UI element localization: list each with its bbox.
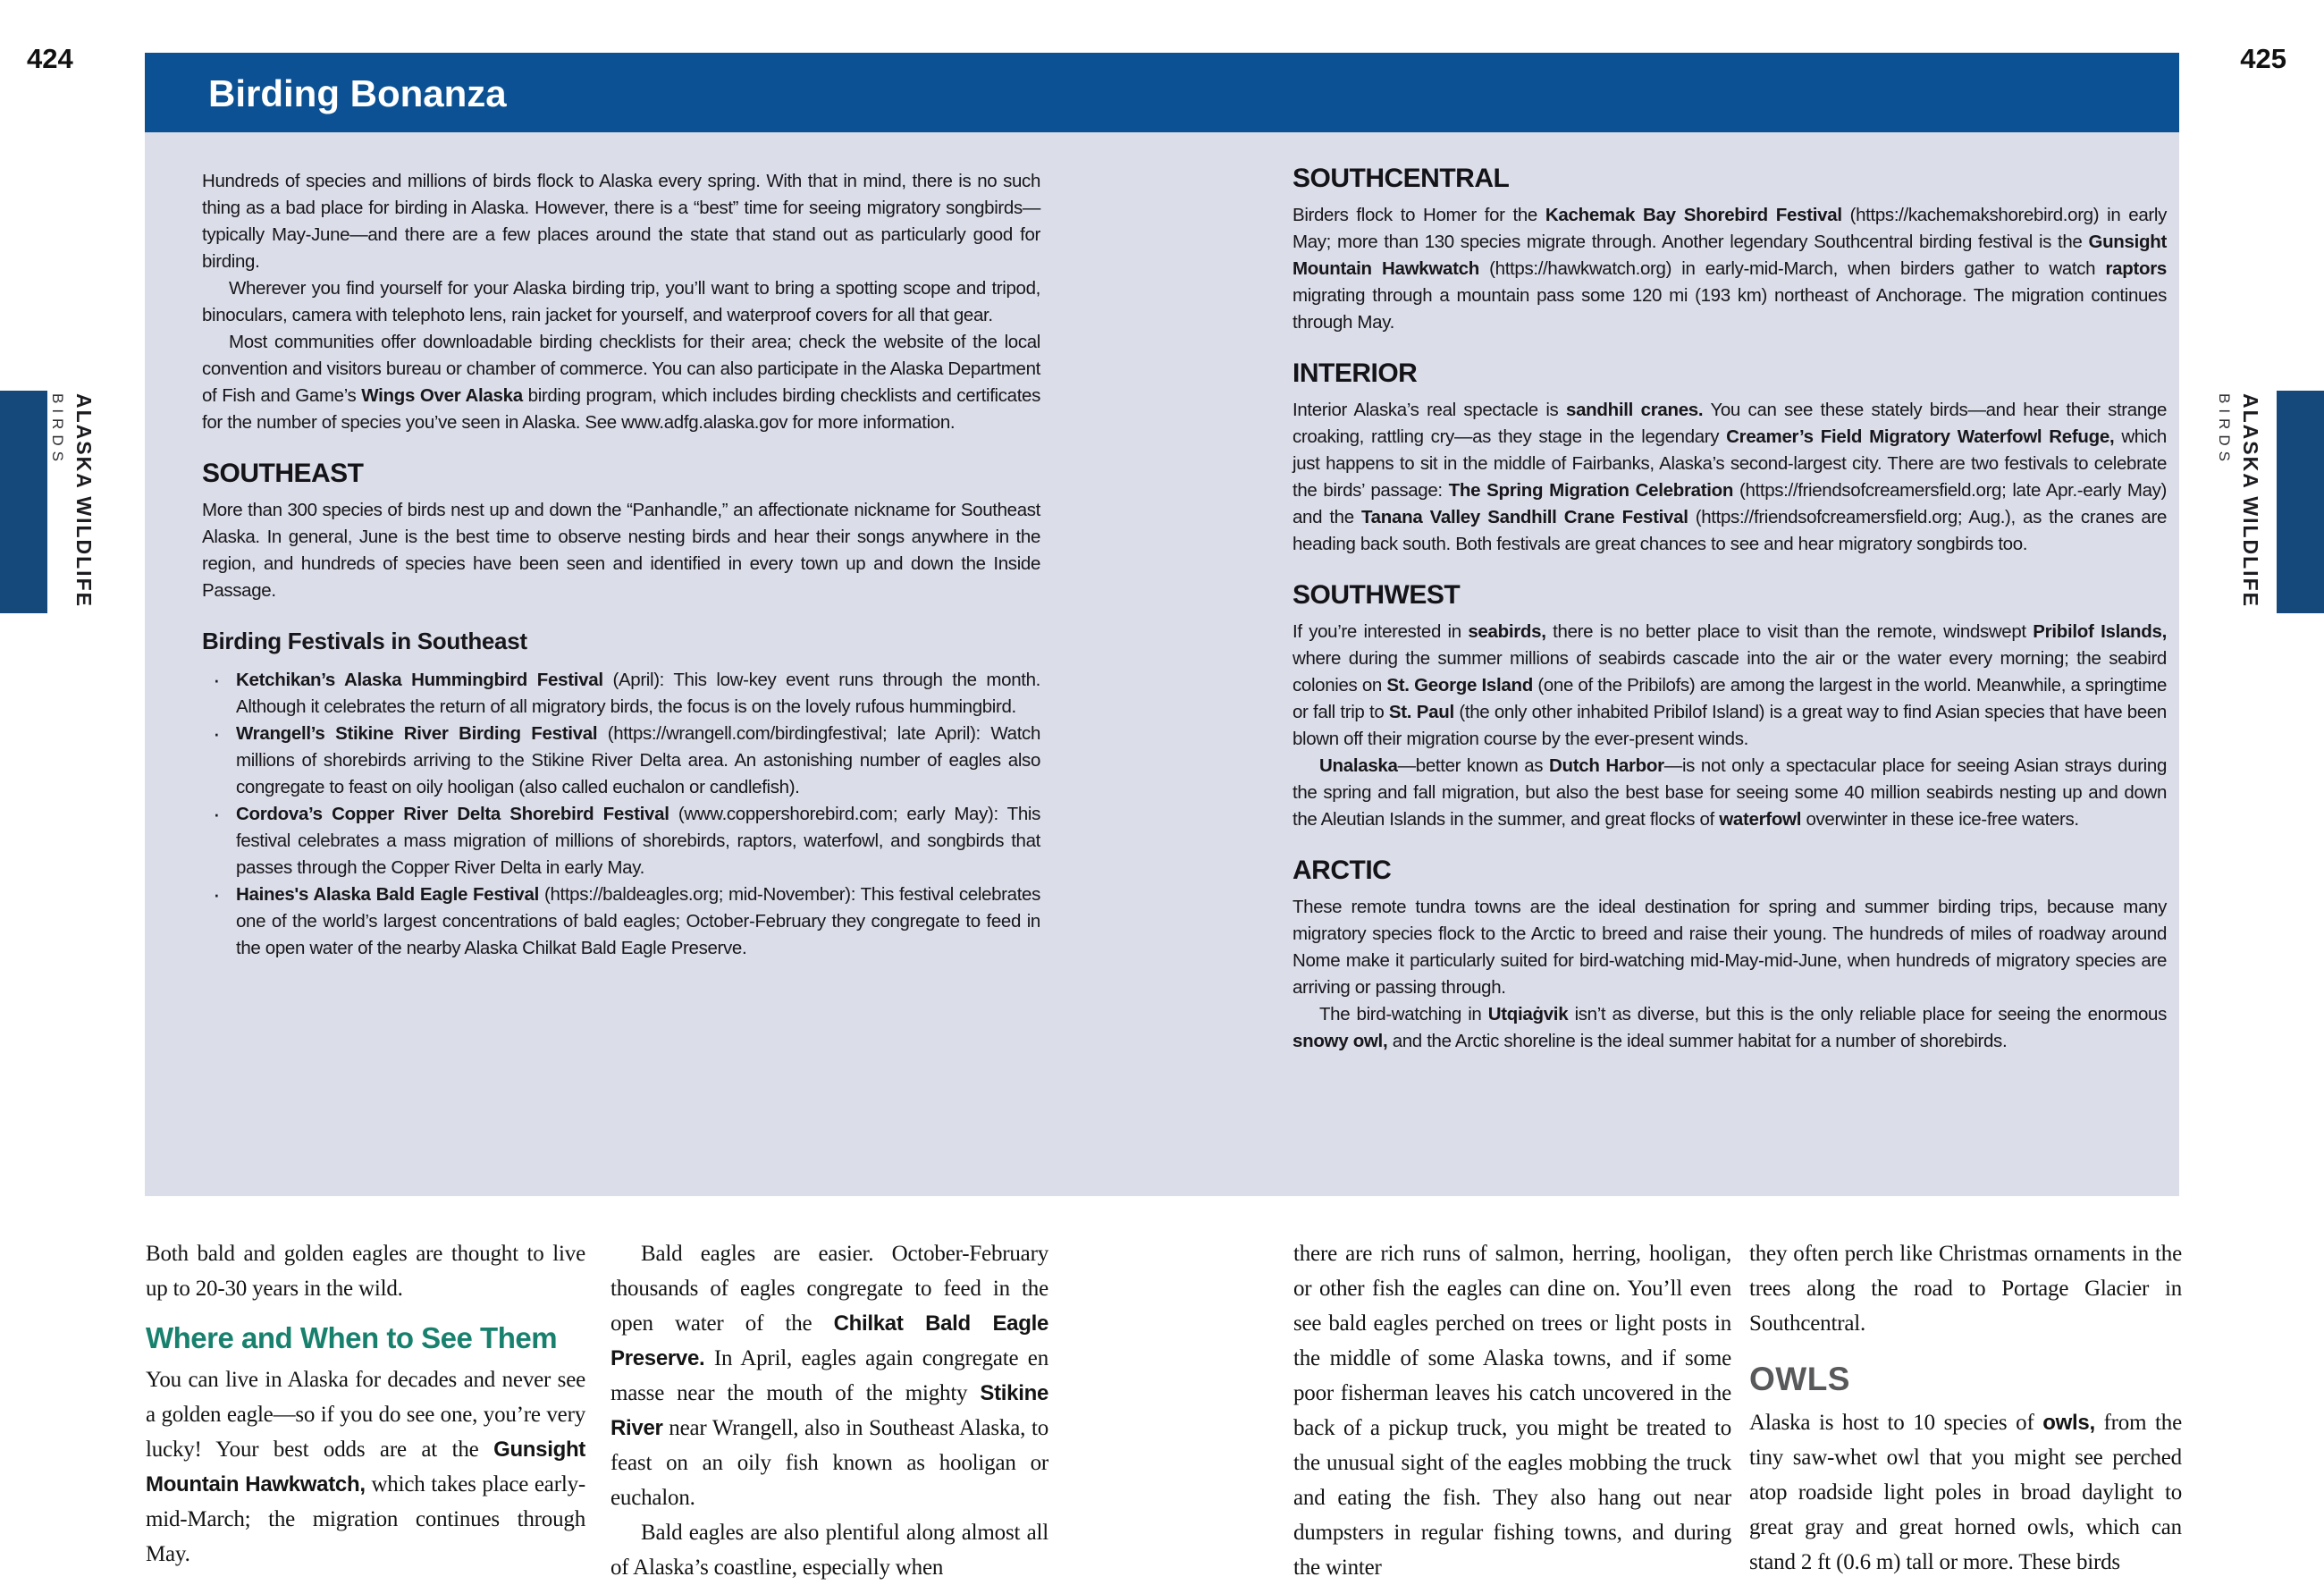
feature-box-left-column (202, 168, 1040, 962)
page-number-right: 425 (2240, 43, 2286, 74)
paragraph: Hundreds of species and millions of birds flock to Alaska every spring. With that in mind, there is no such thing as a bad place for birding in Alaska. However, there is a “best” time for seeing migratory songbirds—typically May-June—and there are a few places around the state that stand out as particularly good for birding. (202, 171, 1040, 272)
paragraph: If you’re interested in seabirds, there is no better place to visit than the remote, windswept Pribilof Islands, where during the summer millions of seabirds cascade into the air or the water every morning; the seabird colonies on St. George Island (one of the Pribilofs) are among the largest in the world. Meanwhile, a springtime or fall trip to St. Paul (the only other inhabited Pribilof Island) is a great way to find Asian species that have been blown off their migration course by the ever-present winds. (1293, 621, 2168, 749)
right-margin-section-label: BIRDS (2216, 393, 2233, 467)
body-text-column-1 (146, 1236, 585, 1572)
section-heading: ARCTIC (1293, 856, 1392, 885)
left-margin-chapter-label: ALASKA WILDLIFE (72, 393, 96, 608)
festival-bullet: · Ketchikan’s Alaska Hummingbird Festival (April): This low-key event runs through the month. Although it celebrates the return of all migratory birds, the focus is on the lovely rufous hummingbird. (202, 667, 1040, 721)
festival-bullet: · Wrangell’s Stikine River Birding Festival (https://wrangell.com/birdingfestival; late April): Watch millions of shorebirds arriving to the Stikine River Delta area. An astonishing number of eagles also congregate to feast on oily hooligan (also called euchalon or candlefish). (202, 721, 1040, 801)
paragraph: Interior Alaska’s real spectacle is sandhill cranes. You can see these stately birds—and hear their strange croaking, rattling cry—as they stage in the legendary Creamer’s Field Migratory Waterfowl Refuge, which just happens to sit in the middle of Fairbanks, Alaska’s second-largest city. There are two festivals to celebrate the birds’ passage: The Spring Migration Celebration (https://friendsofcreamersfield.org; late Apr.-early May) and the Tanana Valley Sandhill Crane Festival (https://friendsofcreamersfield.org; Aug.), as the cranes are heading back south. Both festivals are great chances to see and hear migratory songbirds too. (1293, 400, 2168, 554)
paragraph: Bald eagles are easier. October-February thousands of eagles congregate to feed in the open water of the Chilkat Bald Eagle Preserve. In April, eagles again congregate en masse near the mouth of the mighty Stikine River near Wrangell, also in Southeast Alaska, to feast on an oily fish known as hooligan or euchalon. (610, 1242, 1048, 1510)
gray-heading: OWLS (1749, 1361, 1850, 1397)
page-number-left: 424 (27, 43, 73, 74)
paragraph: Bald eagles are also plentiful along almost all of Alaska’s coastline, especially when (610, 1521, 1048, 1580)
paragraph: Unalaska—better known as Dutch Harbor—is not only a spectacular place for seeing Asian strays during the spring and fall migration, but also the best base for seeing some 40 million seabirds nesting up and down the Aleutian Islands in the summer, and great flocks of waterfowl overwinter in these ice-free waters. (1293, 755, 2167, 830)
right-margin-tab (2277, 391, 2324, 613)
paragraph: Birders flock to Homer for the Kachemak Bay Shorebird Festival (https://kachemakshorebird.org) in early May; more than 130 species migrate through. Another legendary Southcentral birding festival is the Gunsight Mountain Hawkwatch (https://hawkwatch.org) in early-mid-March, when birders gather to watch raptors migrating through a mountain pass some 120 mi (193 km) northeast of Anchorage. The migration continues through May. (1293, 205, 2167, 333)
festival-bullet: · Cordova’s Copper River Delta Shorebird Festival (www.coppershorebird.com; early May): This festival celebrates a mass migration of millions of shorebirds, raptors, waterfowl, and songbirds that passes through the Copper River Delta in early May. (202, 801, 1040, 881)
right-margin-chapter-label: ALASKA WILDLIFE (2239, 393, 2262, 608)
section-heading: SOUTHCENTRAL (1293, 164, 1510, 193)
section-heading: SOUTHWEST (1293, 580, 1461, 610)
paragraph: Both bald and golden eagles are thought to live up to 20-30 years in the wild. (146, 1242, 585, 1301)
feature-banner (145, 53, 2179, 132)
feature-box (145, 132, 2179, 1196)
paragraph: Most communities offer downloadable birding checklists for their area; check the website of the local convention and visitors bureau or chamber of commerce. You can also participate in the Alaska Department of Fish and Game’s Wings Over Alaska birding program, which includes birding checklists and certificates for the number of species you’ve seen in Alaska. See www.adfg.alaska.gov for more information. (202, 332, 1041, 433)
body-text-column-3 (1293, 1236, 1731, 1585)
sub-heading: Birding Festivals in Southeast (202, 628, 527, 654)
section-heading: SOUTHEAST (202, 459, 364, 488)
left-margin-section-label: BIRDS (49, 393, 66, 467)
teal-heading: Where and When to See Them (146, 1321, 558, 1354)
paragraph: The bird-watching in Utqiaġvik isn’t as diverse, but this is the only reliable place for seeing the enormous snowy owl, and the Arctic shoreline is the ideal summer habitat for a number of shorebirds. (1293, 1004, 2167, 1051)
paragraph: You can live in Alaska for decades and never see a golden eagle—so if you do see one, you’re very lucky! Your best odds are at the Gunsight Mountain Hawkwatch, which takes place early-mid-March; the migration continues through May. (146, 1368, 585, 1566)
paragraph: they often perch like Christmas ornaments in the trees along the road to Portage Glacier in Southcentral. (1749, 1242, 2182, 1336)
body-text-column-2 (610, 1236, 1048, 1585)
paragraph: there are rich runs of salmon, herring, hooligan, or other fish the eagles can dine on. You’ll even see bald eagles perched on trees or light posts in the middle of some Alaska towns, and if some poor fisherman leaves his catch uncovered in the back of a pickup truck, you might be treated to the unusual sight of the eagles mobbing the truck and eating the fish. They also hang out near dumpsters in regular fishing towns, and during the winter (1293, 1242, 1731, 1580)
feature-box-right-column (1293, 164, 2167, 1055)
festival-bullet: · Haines's Alaska Bald Eagle Festival (https://baldeagles.org; mid-November): This festival celebrates one of the world’s largest concentrations of bald eagles; October-February they congregate to feed in the open water of the nearby Alaska Chilkat Bald Eagle Preserve. (202, 881, 1040, 962)
paragraph: Wherever you find yourself for your Alaska birding trip, you’ll want to bring a spotting scope and tripod, binoculars, camera with telephoto lens, rain jacket for yourself, and waterproof covers for all that gear. (202, 278, 1040, 325)
section-heading: INTERIOR (1293, 358, 1418, 388)
feature-title: Birding Bonanza (208, 72, 507, 114)
left-margin-tab (0, 391, 47, 613)
paragraph: More than 300 species of birds nest up and down the “Panhandle,” an affectionate nickname for Southeast Alaska. In general, June is the best time to observe nesting birds and hear their songs anywhere in the region, and hundreds of species have been seen and identified in every town up and down the Inside Passage. (202, 500, 1040, 601)
paragraph: Alaska is host to 10 species of owls, from the tiny saw-whet owl that you might see perched atop roadside light poles in broad daylight to great gray and great horned owls, which can stand 2 ft (0.6 m) tall or more. These birds (1749, 1411, 2182, 1574)
body-text-column-4 (1749, 1236, 2182, 1580)
paragraph: These remote tundra towns are the ideal destination for spring and summer birding trips, because many migratory species flock to the Arctic to breed and raise their young. The hundreds of miles of roadway around Nome make it particularly suited for bird-watching mid-May-mid-June, when hundreds of migratory species are arriving or passing through. (1293, 897, 2167, 998)
